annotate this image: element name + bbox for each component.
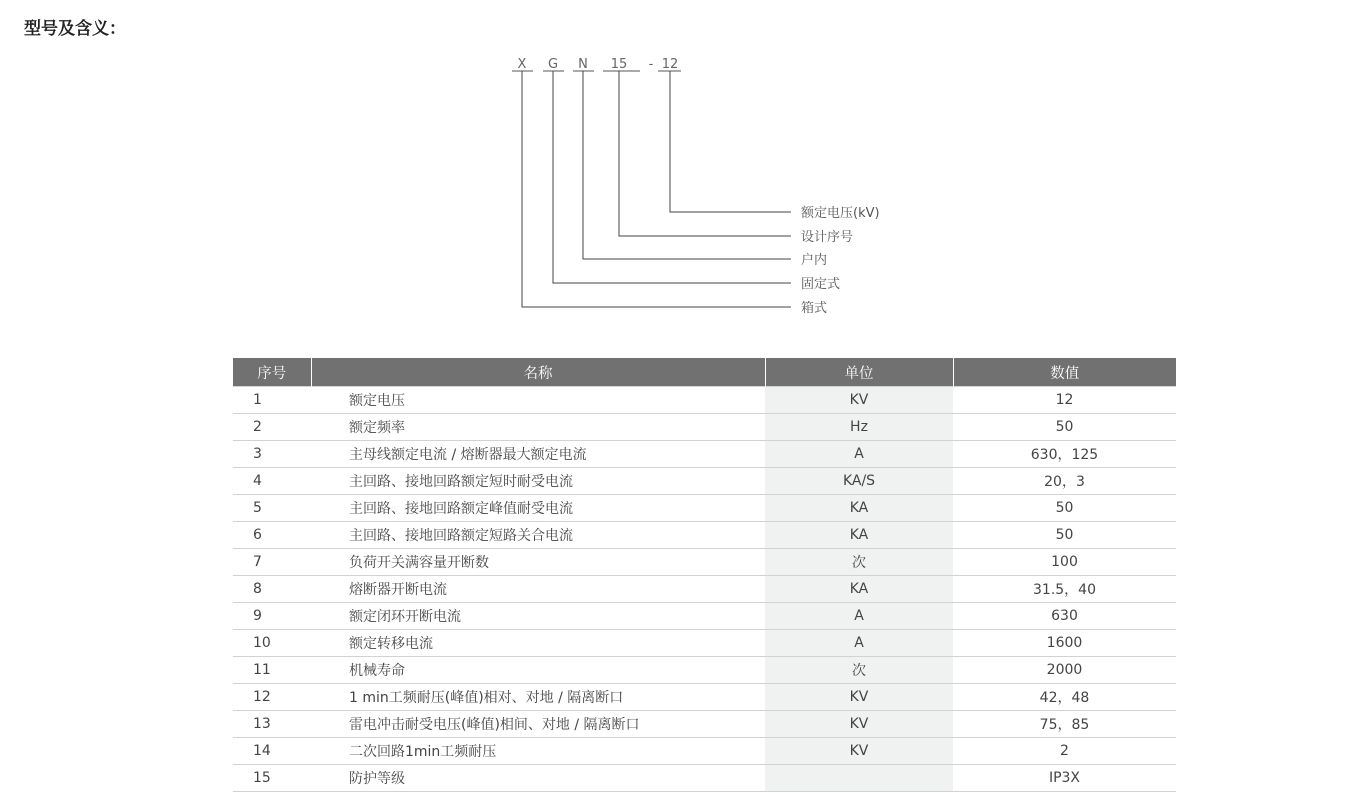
cell-name: 额定转移电流 — [311, 630, 765, 657]
table-row — [233, 414, 1176, 441]
cell-no: 7 — [233, 549, 311, 576]
section-title: 型号及含义： — [24, 19, 126, 39]
cell-unit: A — [765, 441, 953, 468]
table-row — [233, 522, 1176, 549]
cell-name: 负荷开关满容量开断数 — [311, 549, 765, 576]
meaning-fixed: 固定式 — [801, 277, 841, 292]
table-row — [233, 711, 1176, 738]
cell-unit: KV — [765, 711, 953, 738]
cell-no: 10 — [233, 630, 311, 657]
cell-no: 2 — [233, 414, 311, 441]
cell-value: 2000 — [953, 657, 1176, 684]
cell-value: 630，125 — [953, 441, 1176, 468]
cell-value: 31.5，40 — [953, 576, 1176, 603]
cell-value: 50 — [953, 522, 1176, 549]
table-row — [233, 441, 1176, 468]
cell-no: 1 — [233, 387, 311, 414]
cell-unit: 次 — [765, 549, 953, 576]
cell-name: 额定电压 — [311, 387, 765, 414]
meaning-design-number: 设计序号 — [801, 230, 854, 245]
cell-no: 11 — [233, 657, 311, 684]
cell-name: 主回路、接地回路额定峰值耐受电流 — [311, 495, 765, 522]
code-g: G — [547, 57, 559, 72]
cell-value: IP3X — [953, 765, 1176, 792]
table-row — [233, 603, 1176, 630]
cell-no: 14 — [233, 738, 311, 765]
cell-no: 5 — [233, 495, 311, 522]
table-row — [233, 657, 1176, 684]
cell-name: 二次回路1min工频耐压 — [311, 738, 765, 765]
cell-unit — [765, 765, 953, 792]
cell-value: 12 — [953, 387, 1176, 414]
cell-value: 42，48 — [953, 684, 1176, 711]
cell-unit: A — [765, 630, 953, 657]
table-row — [233, 738, 1176, 765]
cell-value: 50 — [953, 414, 1176, 441]
table-row — [233, 468, 1176, 495]
cell-no: 4 — [233, 468, 311, 495]
cell-name: 雷电冲击耐受电压(峰值)相间、对地 / 隔离断口 — [311, 711, 765, 738]
header-unit: 单位 — [765, 358, 953, 387]
cell-unit: KA — [765, 495, 953, 522]
cell-value: 50 — [953, 495, 1176, 522]
cell-unit: KV — [765, 738, 953, 765]
cell-name: 主回路、接地回路额定短时耐受电流 — [311, 468, 765, 495]
cell-value: 100 — [953, 549, 1176, 576]
cell-unit: A — [765, 603, 953, 630]
code-voltage: 12 — [661, 57, 679, 72]
cell-value: 20，3 — [953, 468, 1176, 495]
cell-unit: Hz — [765, 414, 953, 441]
cell-no: 15 — [233, 765, 311, 792]
code-series: 15 — [610, 57, 628, 72]
code-x: X — [517, 57, 527, 72]
cell-unit: KV — [765, 684, 953, 711]
header-value: 数值 — [953, 358, 1176, 387]
cell-name: 主母线额定电流 / 熔断器最大额定电流 — [311, 441, 765, 468]
cell-unit: KV — [765, 387, 953, 414]
cell-value: 75，85 — [953, 711, 1176, 738]
code-n: N — [578, 57, 588, 72]
meaning-rated-voltage: 额定电压(kV) — [801, 206, 880, 221]
table-row — [233, 630, 1176, 657]
cell-no: 12 — [233, 684, 311, 711]
table-row — [233, 495, 1176, 522]
cell-value: 1600 — [953, 630, 1176, 657]
cell-value: 2 — [953, 738, 1176, 765]
cell-no: 9 — [233, 603, 311, 630]
code-dash: - — [648, 57, 654, 72]
cell-unit: KA — [765, 576, 953, 603]
cell-unit: KA — [765, 522, 953, 549]
cell-no: 6 — [233, 522, 311, 549]
cell-no: 8 — [233, 576, 311, 603]
meaning-box-type: 箱式 — [801, 301, 828, 316]
table-header-row — [233, 358, 1176, 387]
header-no: 序号 — [233, 358, 311, 387]
table-row — [233, 549, 1176, 576]
cell-value: 630 — [953, 603, 1176, 630]
cell-no: 13 — [233, 711, 311, 738]
cell-name: 额定闭环开断电流 — [311, 603, 765, 630]
cell-name: 防护等级 — [311, 765, 765, 792]
spec-table — [233, 358, 1176, 792]
table-row — [233, 387, 1176, 414]
table-row — [233, 765, 1176, 792]
cell-name: 1 min工频耐压(峰值)相对、对地 / 隔离断口 — [311, 684, 765, 711]
cell-unit: 次 — [765, 657, 953, 684]
cell-name: 机械寿命 — [311, 657, 765, 684]
model-code-diagram — [0, 0, 1361, 340]
cell-unit: KA/S — [765, 468, 953, 495]
meaning-indoor: 户内 — [801, 253, 828, 268]
cell-no: 3 — [233, 441, 311, 468]
table-row — [233, 576, 1176, 603]
cell-name: 熔断器开断电流 — [311, 576, 765, 603]
table-row — [233, 684, 1176, 711]
cell-name: 额定频率 — [311, 414, 765, 441]
leader-lines — [522, 71, 791, 307]
cell-name: 主回路、接地回路额定短路关合电流 — [311, 522, 765, 549]
header-name: 名称 — [311, 358, 765, 387]
